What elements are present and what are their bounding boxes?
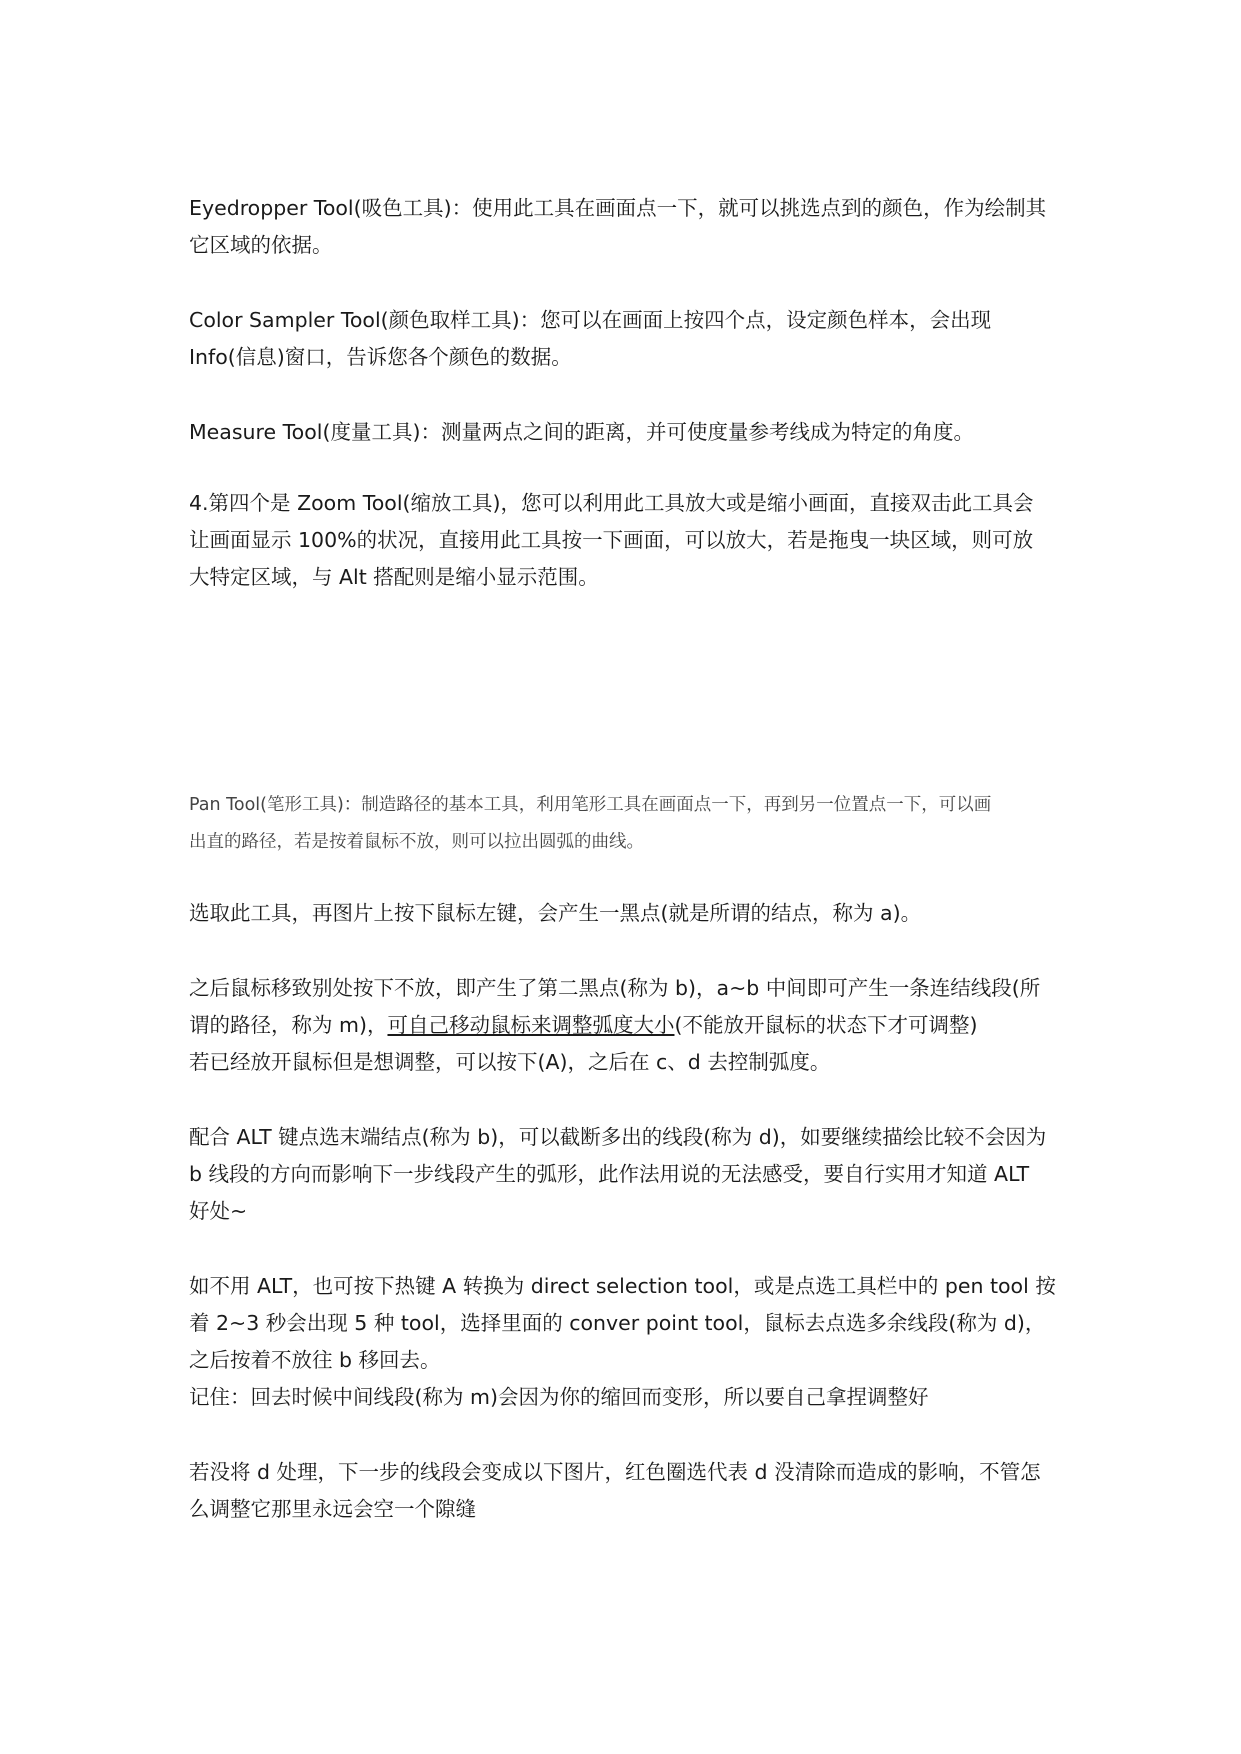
text-line: 选取此工具，再图片上按下鼠标左键，会产生一黑点(就是所谓的结点，称为 a)。 [189,901,922,925]
document-page [189,190,1059,1528]
text-line: Measure Tool(度量工具)：测量两点之间的距离，并可使度量参考线成为特定的角度。 [189,420,974,444]
no-d-paragraph [189,1454,1059,1528]
alt-paragraph [189,1119,1059,1230]
text-line: 出直的路径，若是按着鼠标不放，则可以拉出圆弧的曲线。 [189,832,644,852]
text-line: Color Sampler Tool(颜色取样工具)：您可以在画面上按四个点，设定颜色样本，会出现 [189,308,992,332]
text-segment: (不能放开鼠标的状态下才可调整) [674,1013,978,1037]
text-line: 若没将 d 处理，下一步的线段会变成以下图片，红色圈选代表 d 没清除而造成的影响，不管怎 [189,1460,1041,1484]
text-line: 4.第四个是 Zoom Tool(缩放工具)，您可以利用此工具放大或是缩小画面，直接双击此工具会 [189,491,1034,515]
text-line: 它区域的依据。 [189,233,333,257]
pan-paragraph [189,787,1059,861]
text-line: 记住：回去时候中间线段(称为 m)会因为你的缩回而变形，所以要自己拿捏调整好 [189,1385,929,1409]
text-line: b 线段的方向而影响下一步线段产生的弧形，此作法用说的无法感受，要自行实用才知道 ALT [189,1162,1030,1186]
text-line: 配合 ALT 键点选末端结点(称为 b)，可以截断多出的线段(称为 d)，如要继续描绘比较不会因为 [189,1125,1047,1149]
text-line: 如不用 ALT，也可按下热键 A 转换为 direct selection tool，或是点选工具栏中的 pen tool 按 [189,1274,1056,1298]
text-line: 之后鼠标移致别处按下不放，即产生了第二黑点(称为 b)，a~b 中间即可产生一条连结线段(所 [189,976,1041,1000]
text-line: 若已经放开鼠标但是想调整，可以按下(A)，之后在 c、d 去控制弧度。 [189,1050,831,1074]
zoom-paragraph [189,485,1059,596]
text-line: 好处~ [189,1199,248,1223]
after-paragraph [189,970,1059,1081]
text-segment: 谓的路径，称为 m)， [189,1013,388,1037]
text-line: Info(信息)窗口，告诉您各个颜色的数据。 [189,345,572,369]
text-line: 么调整它那里永远会空一个隙缝 [189,1497,476,1521]
text-line: 着 2~3 秒会出现 5 种 tool，选择里面的 conver point tool，鼠标去点选多余线段(称为 d)， [189,1311,1046,1335]
select-paragraph [189,895,1059,932]
text-line: 大特定区域，与 Alt 搭配则是缩小显示范围。 [189,565,599,589]
text-line [189,1007,1059,1044]
text-line: Eyedropper Tool(吸色工具)：使用此工具在画面点一下，就可以挑选点到的颜色，作为绘制其 [189,196,1047,220]
text-line: Pan Tool(笔形工具)：制造路径的基本工具，利用笔形工具在画面点一下，再到另一位置点一下，可以画 [189,795,992,815]
no-alt-paragraph [189,1268,1059,1416]
text-line: 让画面显示 100%的状况，直接用此工具按一下画面，可以放大，若是拖曳一块区域，则可放 [189,528,1034,552]
eyedropper-paragraph [189,190,1059,264]
underlined-text: 可自己移动鼠标来调整弧度大小 [387,1013,675,1037]
text-line: 之后按着不放往 b 移回去。 [189,1348,441,1372]
measure-paragraph [189,414,1059,451]
color-sampler-paragraph [189,302,1059,376]
